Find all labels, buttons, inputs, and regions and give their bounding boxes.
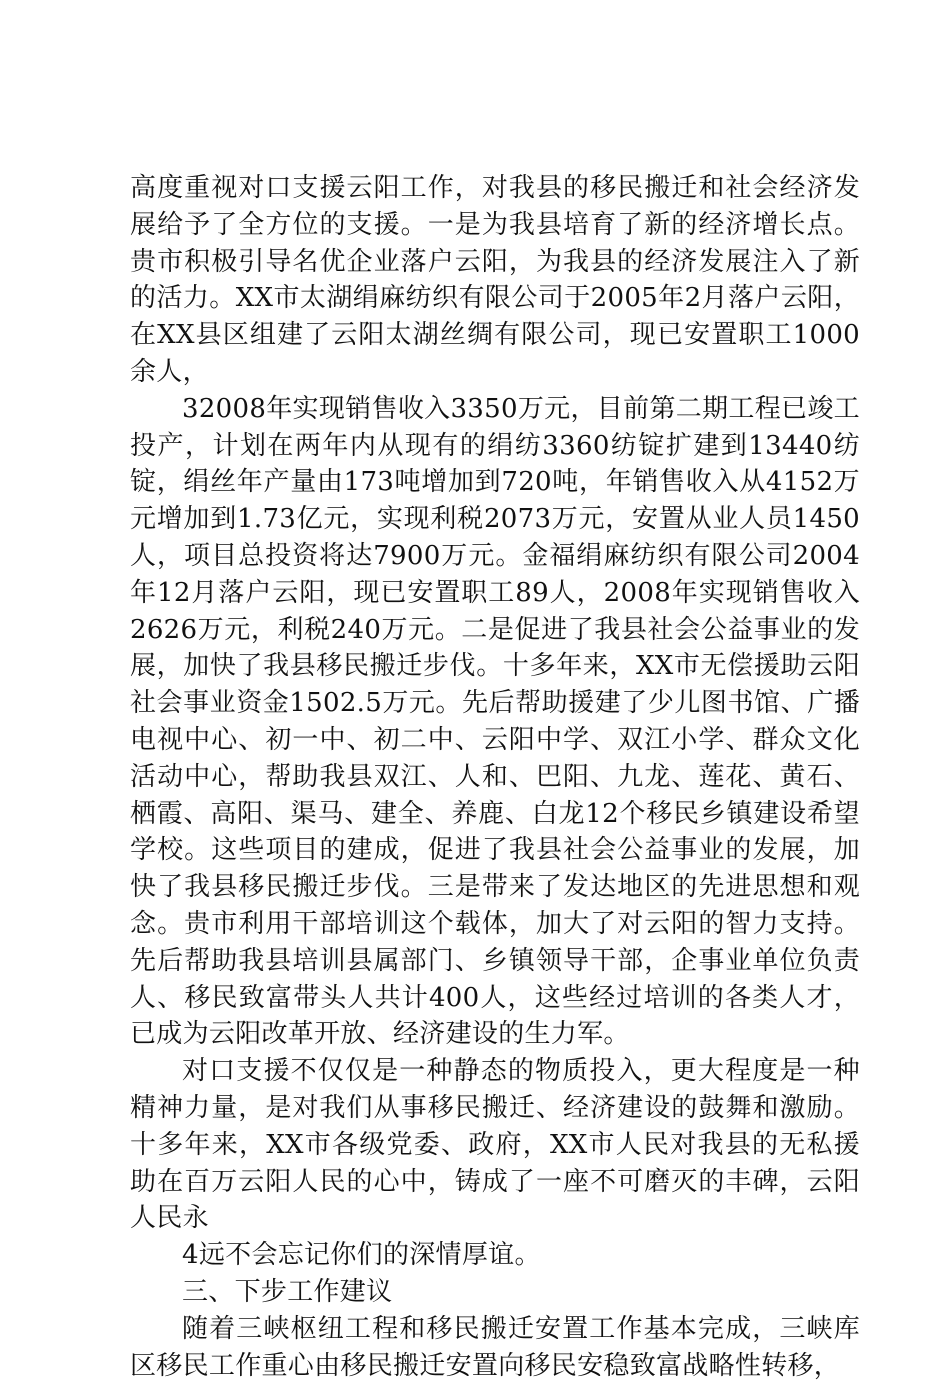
section-heading-next-steps: 三、下步工作建议 [182,1276,393,1307]
paragraph-gratitude: 4远不会忘记你们的深情厚谊。 [182,1240,541,1271]
paragraph-next-steps: 随着三峡枢纽工程和移民搬迁安置工作基本完成，三峡库区移民工作重心由移民搬迁安置向移民安稳致富战略性转移， [130,1313,860,1381]
paragraph-projects-details: 32008年实现销售收入3350万元，目前第二期工程已竣工投产，计划在两年内从现有的绢纺3360纺锭扩建到13440纺锭，绢丝年产量由173吨增加到720吨，年销售收入从4152万元增加到1.73亿元，实现利税2073万元，安置从业人员1450人，项目总投资将达7900万元。金福绢麻纺织有限公司2004年12月落户云阳，现已安置职工89人，2008年实现销售收入2626万元，利税240万元。二是促进了我县社会公益事业的发展，加快了我县移民搬迁步伐。十多年来，XX市无偿援助云阳社会事业资金1502.5万元。先后帮助援建了少儿图书馆、广播电视中心、初一中、初二中、云阳中学、双江小学、群众文化活动中心，帮助我县双江、人和、巴阳、九龙、莲花、黄石、栖霞、高阳、渠马、建全、养鹿、白龙12个移民乡镇建设希望学校。这些项目的建成，促进了我县社会公益事业的发展，加快了我县移民搬迁步伐。三是带来了发达地区的先进思想和观念。贵市利用干部培训这个载体，加大了对云阳的智力支持。先后帮助我县培训县属部门、乡镇领导干部，企事业单位负责人、移民致富带头人共计400人，这些经过培训的各类人才，已成为云阳改革开放、经济建设的生力军。 [130,393,860,1050]
paragraph-spiritual-support: 对口支援不仅仅是一种静态的物质投入，更大程度是一种精神力量，是对我们从事移民搬迁、经济建设的鼓舞和激励。十多年来，XX市各级党委、政府，XX市人民对我县的无私援助在百万云阳人民的心中，铸成了一座不可磨灭的丰碑，云阳人民永 [130,1056,860,1234]
document-body [130,170,860,1384]
paragraph-support-overview: 高度重视对口支援云阳工作，对我县的移民搬迁和社会经济发展给予了全方位的支援。一是为我县培育了新的经济增长点。贵市积极引导名优企业落户云阳，为我县的经济发展注入了新的活力。XX市太湖绢麻纺织有限公司于2005年2月落户云阳，在XX县区组建了云阳太湖丝绸有限公司，现已安置职工1000余人， [130,173,860,387]
